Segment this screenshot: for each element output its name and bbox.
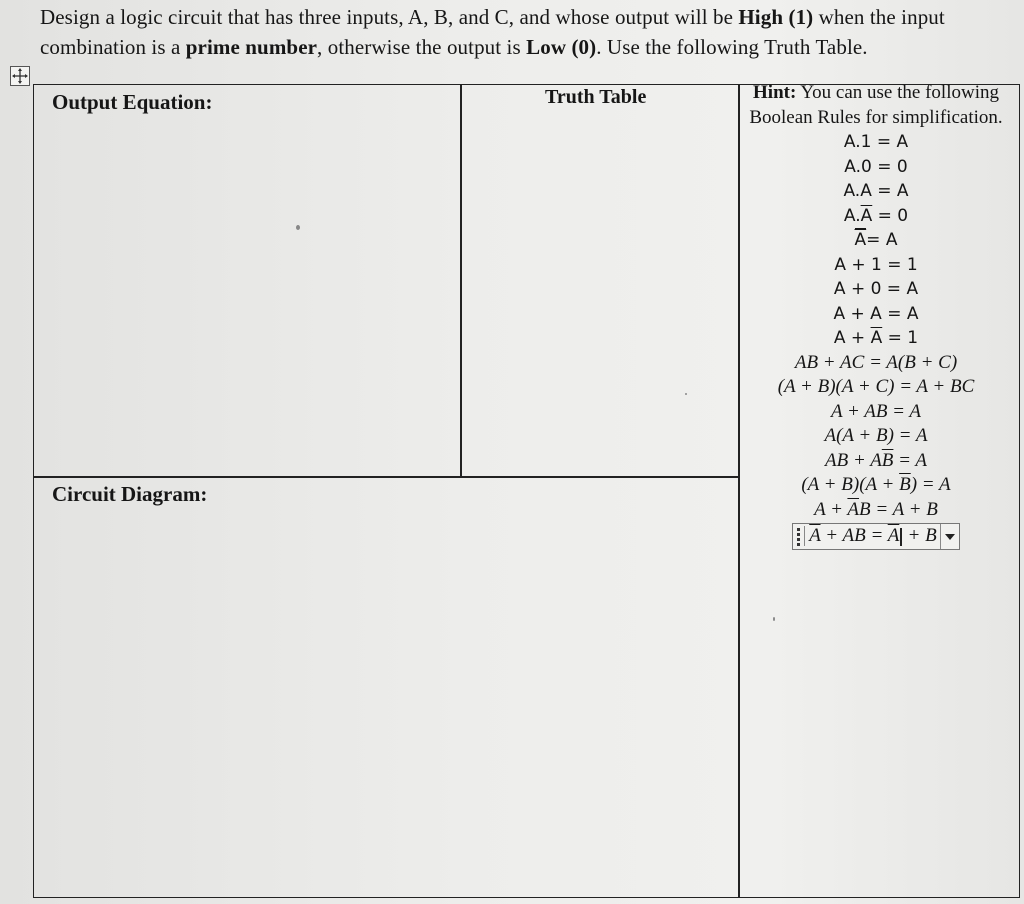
question-part-2: when the input combination is a (40, 5, 945, 59)
rule-item: A + A = A (833, 303, 919, 324)
rule-item: A + AB = A (830, 400, 922, 422)
question-low-bold: Low (0) (526, 35, 597, 59)
table-divider (460, 84, 462, 477)
equation-editor-box[interactable]: $\overline{A}$ + AB = $\overline{A} + B$ (792, 523, 959, 550)
question-text (40, 2, 1020, 62)
table-move-handle-icon[interactable] (10, 66, 30, 86)
equation-options-dropdown-icon[interactable] (940, 524, 959, 549)
table-divider (33, 476, 739, 478)
question-part-4: . Use the following Truth Table. (596, 35, 868, 59)
rule-item: A.1 = A (843, 132, 909, 152)
speck-mark (296, 225, 300, 230)
rule-item: $A + \overline{A} = 1$ (833, 328, 919, 348)
speck-mark (685, 393, 687, 395)
rule-item: A.0 = 0 (844, 156, 908, 177)
question-high-bold: High (1) (738, 5, 814, 29)
hint-text: You can use the following Boolean Rules for simplification. (749, 82, 1003, 128)
circuit-diagram-label: Circuit Diagram: (52, 482, 208, 506)
truth-table-label: Truth Table (545, 86, 647, 108)
rule-item: (A + B)(A + C) = A + BC (777, 376, 975, 397)
question-part-3: , otherwise the output is (317, 35, 527, 59)
question-prime-bold: prime number (185, 35, 318, 59)
rule-item: $A.\overline{A} = 0$ (843, 205, 909, 226)
rule-item: AB + AC = A(B + C) (794, 351, 958, 373)
rule-item: $\overline{A}= A$ (854, 230, 898, 250)
speck-mark (773, 617, 775, 621)
output-equation-label: Output Equation: (52, 90, 213, 114)
rule-item: A(A + B) = A (824, 425, 928, 446)
table-divider (738, 84, 740, 898)
question-part-1: Design a logic circuit that has three inputs, A, B, and C, and whose output will be (40, 5, 739, 29)
rule-item: $(A + B)(A + \overline{B}) = A$ (801, 474, 951, 495)
rule-item: A + 1 = 1 (834, 254, 918, 275)
rule-item: A.A = A (843, 181, 909, 201)
hint-intro (742, 81, 1010, 130)
equation-grip-icon[interactable] (794, 526, 805, 546)
rule-item: $A + \overline{A}B = A + B$ (814, 498, 938, 520)
rule-item: A + 0 = A (833, 279, 919, 299)
text-cursor (900, 528, 902, 546)
hint-bold-label: Hint: (753, 82, 797, 103)
hint-panel (742, 81, 1010, 550)
rule-item: AB + $A\overline{B} = A$ (825, 449, 927, 471)
